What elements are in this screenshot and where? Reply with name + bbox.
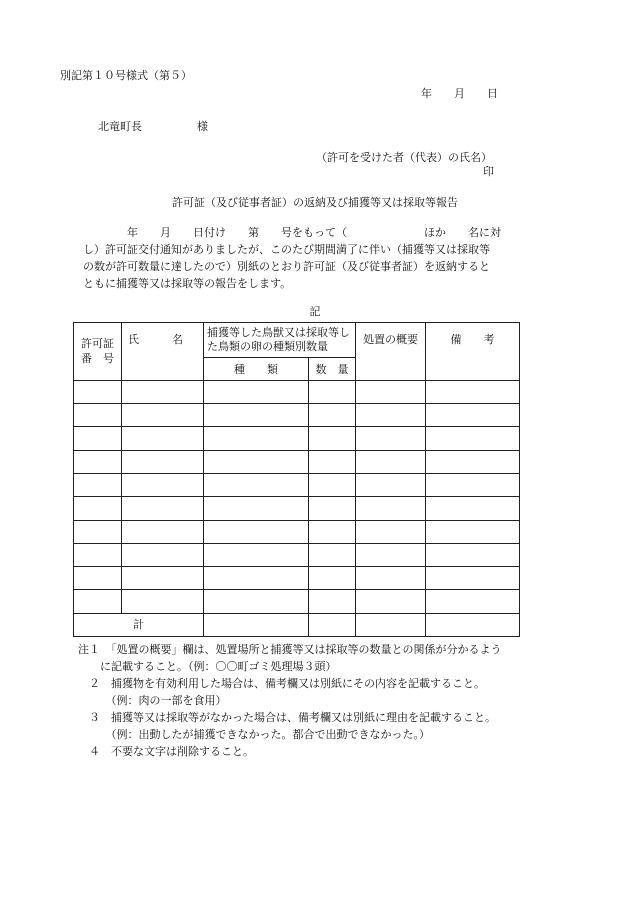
cell[interactable] — [122, 567, 204, 590]
note-line: 注１ 「処置の概要」欄は、処置場所と捕獲等又は採取等の数量との関係が分かるよう — [78, 643, 502, 656]
cell[interactable] — [74, 427, 122, 450]
cell[interactable] — [426, 613, 520, 636]
cell[interactable] — [356, 613, 426, 636]
cell[interactable] — [309, 427, 356, 450]
body-paragraph — [83, 224, 523, 292]
cell[interactable] — [356, 567, 426, 590]
cell[interactable] — [204, 590, 309, 613]
cell[interactable] — [204, 380, 309, 403]
cell[interactable] — [204, 450, 309, 473]
cell[interactable] — [204, 613, 309, 636]
seal-mark: 印 — [483, 165, 494, 178]
table-row — [74, 520, 520, 543]
document-title: 許可証（及び従事者証）の返納及び捕獲等又は採取等報告 — [172, 196, 458, 209]
ki-heading: 記 — [309, 305, 321, 318]
cell[interactable] — [426, 567, 520, 590]
table-row — [74, 543, 520, 566]
cell[interactable] — [426, 543, 520, 566]
cell[interactable] — [356, 427, 426, 450]
cell[interactable] — [122, 404, 204, 427]
applicant-name-label: （許可を受けた者（代表）の氏名） — [316, 151, 492, 164]
cell[interactable] — [356, 520, 426, 543]
cell[interactable] — [74, 380, 122, 403]
header-permit-number — [74, 323, 122, 381]
note-line: （例：出動したが捕獲できなかった。都合で出動できなかった。） — [78, 728, 430, 741]
table-row — [74, 567, 520, 590]
cell[interactable] — [309, 404, 356, 427]
cell[interactable] — [309, 567, 356, 590]
cell[interactable] — [204, 497, 309, 520]
cell[interactable] — [204, 427, 309, 450]
cell[interactable] — [122, 380, 204, 403]
cell[interactable] — [356, 380, 426, 403]
cell[interactable] — [426, 427, 520, 450]
cell[interactable] — [309, 380, 356, 403]
cell[interactable] — [122, 520, 204, 543]
cell[interactable] — [426, 404, 520, 427]
cell[interactable] — [204, 473, 309, 496]
cell[interactable] — [74, 450, 122, 473]
cell[interactable] — [74, 473, 122, 496]
cell[interactable] — [356, 450, 426, 473]
cell[interactable] — [122, 427, 204, 450]
cell[interactable] — [122, 473, 204, 496]
cell[interactable] — [309, 590, 356, 613]
note-line: ４ 不要な文字は削除すること。 — [78, 745, 254, 758]
table-row — [74, 473, 520, 496]
cell[interactable] — [74, 567, 122, 590]
cell[interactable] — [309, 543, 356, 566]
cell[interactable] — [74, 520, 122, 543]
table-row — [74, 380, 520, 403]
cell[interactable] — [426, 497, 520, 520]
note-line: ３ 捕獲等又は採取等がなかった場合は、備考欄又は別紙に理由を記載すること。 — [78, 711, 496, 724]
cell[interactable] — [426, 473, 520, 496]
date-line: 年 月 日 — [421, 87, 498, 100]
table-row — [74, 404, 520, 427]
header-remarks: 備 考 — [426, 323, 520, 381]
cell[interactable] — [122, 590, 204, 613]
total-label: 計 — [74, 613, 204, 636]
body-line: し）許可証交付通知がありましたが、このたび期間満了に伴い（捕獲等又は採取等 — [83, 243, 490, 256]
body-line: 年 月 日付け 第 号をもって（ ほか 名に対 — [83, 226, 501, 239]
table-row — [74, 427, 520, 450]
cell[interactable] — [204, 404, 309, 427]
header-count-group — [204, 323, 356, 358]
header-count-group-text: 捕獲等した鳥獣又は採取等した鳥類の卵の種類別数量 — [207, 326, 350, 354]
cell[interactable] — [426, 450, 520, 473]
cell[interactable] — [74, 497, 122, 520]
header-species: 種 類 — [204, 358, 309, 381]
cell[interactable] — [356, 473, 426, 496]
header-quantity: 数 量 — [309, 358, 356, 381]
cell[interactable] — [426, 380, 520, 403]
cell[interactable] — [74, 404, 122, 427]
cell[interactable] — [356, 497, 426, 520]
cell[interactable] — [356, 543, 426, 566]
note-line: に記載すること。（例：〇〇町ゴミ処理場３頭） — [78, 660, 337, 673]
header-disposal: 処置の概要 — [356, 323, 426, 381]
cell[interactable] — [204, 567, 309, 590]
note-line: （例：肉の一部を食用） — [78, 694, 227, 707]
cell[interactable] — [309, 497, 356, 520]
total-row — [74, 613, 520, 636]
cell[interactable] — [122, 497, 204, 520]
cell[interactable] — [204, 520, 309, 543]
cell[interactable] — [309, 473, 356, 496]
body-line: の数が許可数量に達したので）別紙のとおり許可証（及び従事者証）を返納すると — [83, 260, 490, 273]
body-line: ともに捕獲等又は採取等の報告をします。 — [83, 277, 292, 290]
cell[interactable] — [74, 590, 122, 613]
notes — [78, 641, 502, 760]
cell[interactable] — [356, 404, 426, 427]
cell[interactable] — [426, 520, 520, 543]
cell[interactable] — [309, 613, 356, 636]
report-table — [73, 322, 520, 637]
form-number: 別記第１０号様式（第５） — [60, 69, 192, 82]
addressee: 北竜町長 様 — [98, 120, 208, 133]
header-permit-number-text: 許可証番 号 — [81, 337, 114, 366]
cell[interactable] — [122, 450, 204, 473]
table-row — [74, 450, 520, 473]
cell[interactable] — [74, 543, 122, 566]
table-row — [74, 497, 520, 520]
table-row — [74, 590, 520, 613]
cell[interactable] — [309, 520, 356, 543]
cell[interactable] — [204, 543, 309, 566]
note-line: ２ 捕獲物を有効利用した場合は、備考欄又は別紙にその内容を記載すること。 — [78, 677, 485, 690]
header-name: 氏 名 — [122, 323, 204, 381]
cell[interactable] — [356, 590, 426, 613]
cell[interactable] — [426, 590, 520, 613]
cell[interactable] — [309, 450, 356, 473]
cell[interactable] — [122, 543, 204, 566]
